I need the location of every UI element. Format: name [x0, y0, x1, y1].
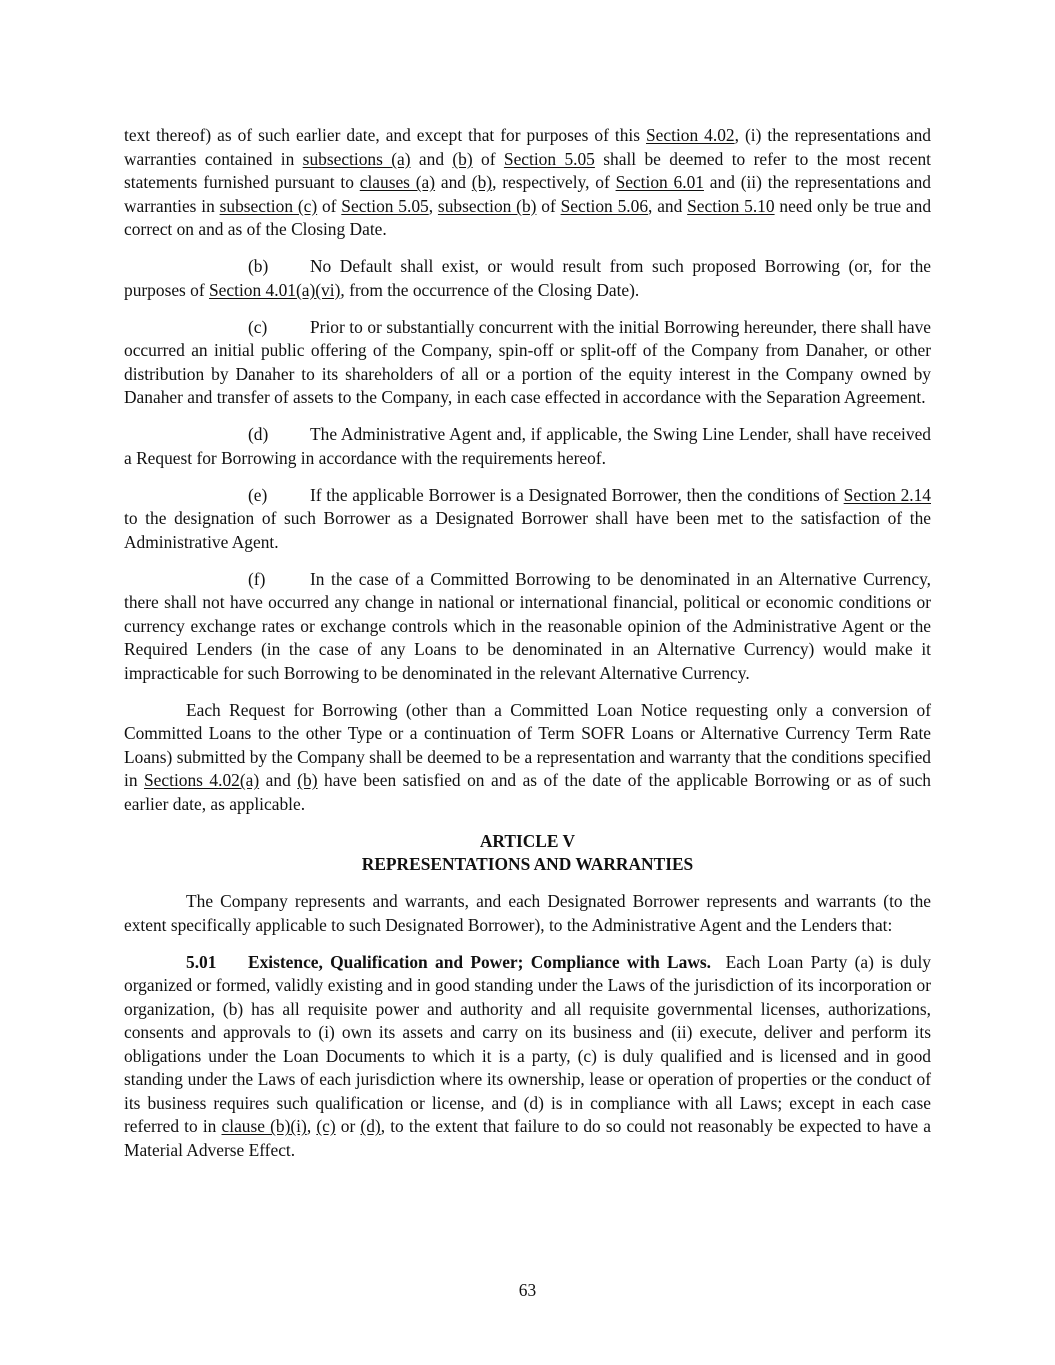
section-5-01: 5.01 Existence, Qualification and Power; Compliance with Laws. Each Loan Party (a) is duly organized or formed, validly existing and in good standing under the Laws of the jurisdiction of its incorporation or organization, (b) has all requisite power and authority and all requisite governmental licenses, authorizations, consents and approvals to (i) own its assets and carry on its business and (ii) execute, deliver and perform its obligations under the Loan Documents to which it is a party, (c) is duly qualified and is licensed and in good standing under the Laws of each jurisdiction where its ownership, lease or operation of properties or the conduct of its business requires such qualification or license, and (d) is in compliance with all Laws; except in each case referred to in clause (b)(i), (c) or (d), to the extent that failure to do so could not reasonably be expected to have a Material Adverse Effect.: [124, 951, 936, 1160]
section-number: 5.01: [186, 951, 217, 972]
cross-reference-link: (b): [471, 172, 493, 192]
page-number: 63: [518, 1280, 537, 1300]
clause-label: (e): [248, 484, 268, 505]
paragraph-continuation: text thereof) as of such earlier date, and except that for purposes of this Section 4.02, (i) the representations and warranties contained in subsections (a) and (b) of Section 5.05 shall be deemed to refer to the most recent statements furnished pursuant to clauses (a) and (b), respectively, of Section 6.01 and (ii) the representations and warranties in subsection (c) of Section 5.05, subsection (b) of Section 5.06, and Section 5.10 need only be true and correct on and as of the Closing Date.: [124, 125, 932, 239]
cross-reference-link: clause (b)(i): [221, 1116, 307, 1136]
cross-reference-link: Section 2.14: [843, 484, 931, 505]
cross-reference-link: (b): [297, 770, 318, 790]
article-number: ARTICLE V: [479, 830, 576, 851]
clause-f: (f) In the case of a Committed Borrowing to be denominated in an Alternative Currency, there shall not have occurred any change in national or international financial, political or economic conditions or currency exchange rates or exchange controls which in the reasonable opinion of the Administrative Agent or the Required Lenders (in the case of any Loans to be denominated in an Alternative Currency) would make it impracticable for such Borrowing to be denominated in the relevant Alternative Currency.: [124, 568, 931, 683]
section-title: Existence, Qualification and Power; Compliance with Laws.: [248, 951, 711, 972]
cross-reference-link: Section 4.02: [646, 125, 735, 145]
cross-reference-link: Section 5.06: [560, 195, 649, 216]
paragraph-intro: The Company represents and warrants, and each Designated Borrower represents and warrants (to the extent specifically applicable to such Designated Borrower), to the Administrative Agent and the Lenders that:: [124, 891, 931, 935]
article-title: REPRESENTATIONS AND WARRANTIES: [361, 854, 694, 874]
cross-reference-link: Sections 4.02(a): [144, 770, 260, 790]
paragraph-each-request: Each Request for Borrowing (other than a Committed Loan Notice requesting only a conversion of Committed Loans to the other Type or a continuation of Term SOFR Loans or Alternative Currency Term Rate Loans) submitted by the Company shall be deemed to be a representation and warranty that the conditions specified in Sections 4.02(a) and (b) have been satisfied on and as of the date of the applicable Borrowing or as of such earlier date, as applicable.: [124, 699, 931, 814]
cross-reference-link: Section 4.01(a)(vi): [209, 279, 341, 300]
clause-d: (d) The Administrative Agent and, if applicable, the Swing Line Lender, shall have received a Request for Borrowing in accordance with the requirements hereof.: [124, 424, 931, 468]
clause-b: (b) No Default shall exist, or would result from such proposed Borrowing (or, for the purposes of Section 4.01(a)(vi), from the occurrence of the Closing Date).: [124, 256, 931, 300]
cross-reference-link: (c): [316, 1116, 336, 1136]
cross-reference-link: Section 5.05: [341, 195, 429, 216]
cross-reference-link: Section 5.05: [503, 148, 595, 169]
cross-reference-link: clauses (a): [359, 172, 436, 192]
article-heading: [124, 830, 931, 877]
cross-reference-link: Section 6.01: [615, 172, 704, 192]
clause-label: (f): [248, 568, 266, 589]
cross-reference-link: (b): [452, 148, 473, 169]
cross-reference-link: subsection (b): [437, 195, 537, 216]
cross-reference-link: Section 5.10: [687, 195, 775, 216]
clause-e: (e) If the applicable Borrower is a Designated Borrower, then the conditions of Section 2.14 to the designation of such Borrower as a Designated Borrower shall have been met to the satisfaction of the Administrative Agent.: [124, 484, 931, 552]
clause-label: (c): [248, 316, 268, 337]
cross-reference-link: subsection (c): [219, 195, 318, 216]
clause-c: (c) Prior to or substantially concurrent with the initial Borrowing hereunder, there shall have occurred an initial public offering of the Company, spin-off or split-off of the Company from Danaher, or other distribution by Danaher to its shareholders of all or a portion of the equity interest in the Company owned by Danaher and transfer of assets to the Company, in each case effected in accordance with the Separation Agreement.: [124, 316, 931, 407]
clause-label: (d): [248, 424, 269, 444]
cross-reference-link: (d): [360, 1116, 381, 1136]
cross-reference-link: subsections (a): [302, 148, 411, 169]
document-page: [124, 124, 936, 1176]
clause-label: (b): [248, 256, 269, 276]
